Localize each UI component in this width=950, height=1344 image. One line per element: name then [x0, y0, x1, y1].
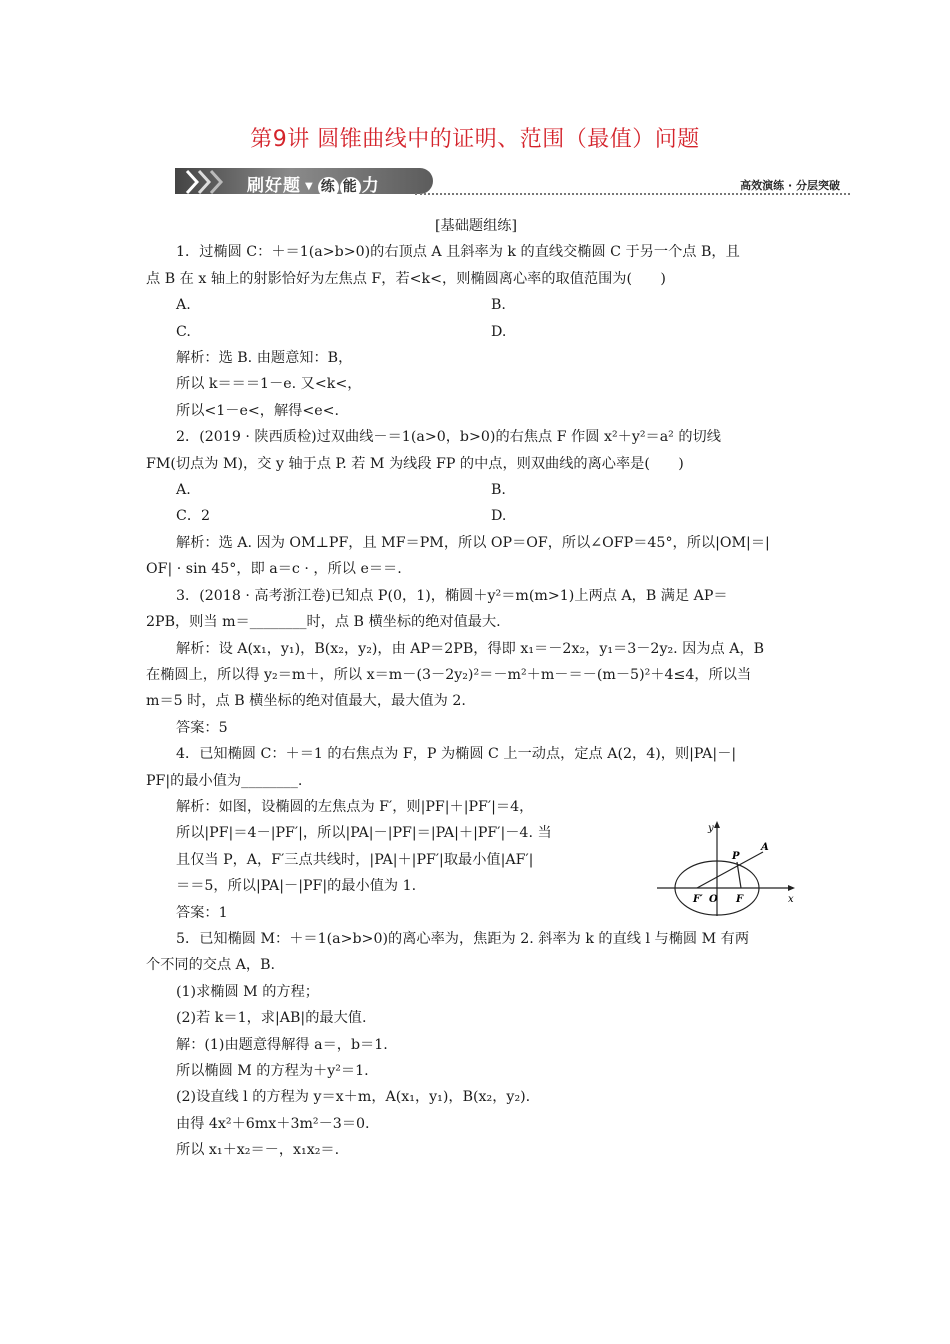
ellipse-figure: [655, 818, 800, 918]
page-title: 第9讲 圆锥曲线中的证明、范围（最值）问题: [250, 127, 700, 152]
paragraph-line: (2)设直线 l 的方程为 y＝x＋m，A(x₁，y₁)，B(x₂，y₂).: [176, 1089, 531, 1106]
paragraph-line: 1．过椭圆 C：＋＝1(a>b>0)的右顶点 A 且斜率为 k 的直线交椭圆 C 于另一个点 B，且: [176, 244, 740, 261]
paragraph-line: 由得 4x²＋6mx＋3m²－3＝0.: [176, 1115, 370, 1132]
section-title: [基础题组练]: [434, 218, 517, 234]
point-f-prime-label: F′: [693, 894, 703, 905]
option-left: A.: [176, 482, 191, 499]
paragraph-line: 解析：选 B. 由题意知：B，: [176, 350, 353, 367]
point-a-label: A: [761, 842, 769, 853]
banner-right-text: 高效演练 · 分层突破: [740, 179, 840, 192]
chevron-right-icon: [183, 169, 243, 195]
continuation-line: PF|的最小值为________.: [146, 772, 303, 789]
banner-circle-2: 能: [340, 177, 361, 198]
paragraph-line: (2)若 k＝1，求|AB|的最大值.: [176, 1010, 367, 1027]
paragraph-line: 所以|PF|＝4－|PF′|，所以|PA|－|PF|＝|PA|＋|PF′|－4. 当: [176, 825, 552, 842]
continuation-line: 点 B 在 x 轴上的射影恰好为左焦点 F，若<k<，则椭圆离心率的取值范围为( ): [146, 270, 666, 287]
paragraph-line: 所以 x₁＋x₂＝－，x₁x₂＝.: [176, 1142, 340, 1159]
banner-label: 刷好题 ▼ 练 能 力: [247, 176, 380, 196]
paragraph-line: 答案：1: [176, 904, 228, 921]
x-axis-arrow-icon: [788, 885, 795, 891]
continuation-line: m＝5 时，点 B 横坐标的绝对值最大，最大值为 2.: [146, 693, 466, 710]
option-row: [146, 292, 806, 318]
paragraph-line: 解：(1)由题意得解得 a＝，b＝1.: [176, 1036, 388, 1053]
continuation-line: 在椭圆上，所以得 y₂＝m＋，所以 x＝m－(3－2y₂)²＝－m²＋m－＝－(m－5)²＋4≤4，所以当: [146, 666, 752, 683]
option-right: D.: [491, 323, 507, 340]
continuation-line: 2PB，则当 m＝________时，点 B 横坐标的绝对值最大.: [146, 614, 501, 631]
paragraph-line: 解析：如图，设椭圆的左焦点为 F′，则|PF|＋|PF′|＝4，: [176, 798, 534, 815]
paragraph-line: (1)求椭圆 M 的方程；: [176, 983, 319, 1000]
option-left: C．2: [176, 508, 211, 525]
line-f-prime-a: [697, 852, 763, 888]
y-axis-label: y: [708, 823, 714, 834]
y-axis-arrow-icon: [714, 821, 720, 828]
paragraph-line: 且仅当 P，A，F′三点共线时，|PA|＋|PF′|取最小值|AF′|: [176, 851, 534, 868]
document-body: [146, 213, 806, 1164]
paragraph-line: 4．已知椭圆 C：＋＝1 的右焦点为 F，P 为椭圆 C 上一动点，定点 A(2，4)，则|PA|－|: [176, 746, 737, 763]
banner-label-part2: 力: [361, 176, 380, 196]
option-row: [146, 319, 806, 345]
paragraph-line: 5．已知椭圆 M：＋＝1(a>b>0)的离心率为，焦距为 2. 斜率为 k 的直线 l 与椭圆 M 有两: [176, 930, 750, 947]
paragraph-line: 所以椭圆 M 的方程为＋y²＝1.: [176, 1063, 369, 1079]
paragraph-line: 所以 k＝＝＝1－e. 又<k<，: [176, 376, 362, 393]
continuation-line: FM(切点为 M)，交 y 轴于点 P. 若 M 为线段 FP 的中点，则双曲线的离心率是( ): [146, 455, 684, 472]
banner-circle-1: 练: [318, 177, 339, 198]
point-f-label: F: [736, 894, 744, 905]
paragraph-line: 答案：5: [176, 719, 228, 736]
x-axis-label: x: [788, 894, 794, 905]
paragraph-line: 2．(2019 · 陕西质检)过双曲线－＝1(a>0，b>0)的右焦点 F 作圆 x²＋y²＝a² 的切线: [176, 429, 721, 446]
paragraph-line: ＝＝5，所以|PA|－|PF|的最小值为 1.: [176, 878, 417, 895]
option-right: D.: [491, 508, 507, 525]
option-right: B.: [491, 482, 506, 499]
banner-label-part1: 刷好题: [247, 176, 301, 196]
continuation-line: 个不同的交点 A，B.: [146, 957, 276, 974]
continuation-line: OF| · sin 45°，即 a＝c · ，所以 e＝＝.: [146, 561, 402, 578]
paragraph-line: 解析：设 A(x₁，y₁)，B(x₂，y₂)，由 AP＝2PB，得即 x₁＝－2x₂，y₁＝3－2y₂. 因为点 A，B: [176, 640, 765, 657]
point-p-label: P: [732, 851, 740, 862]
option-row: [146, 503, 806, 529]
origin-label: O: [709, 894, 718, 905]
paragraph-line: 解析：选 A. 因为 OM⊥PF，且 MF＝PM，所以 OP＝OF，所以∠OFP＝45°，所以|OM|＝|: [176, 534, 770, 551]
section-banner: [175, 165, 850, 199]
text-lines: [146, 239, 806, 1163]
paragraph-line: 3．(2018 · 高考浙江卷)已知点 P(0，1)，椭圆＋y²＝m(m>1)上两点 A，B 满足 AP＝: [176, 587, 728, 604]
option-left: A.: [176, 297, 191, 314]
option-right: B.: [491, 297, 506, 314]
option-row: [146, 477, 806, 503]
banner-rule: [415, 193, 850, 195]
paragraph-line: 所以<1－e<，解得<e<.: [176, 402, 340, 419]
option-left: C.: [176, 323, 191, 340]
